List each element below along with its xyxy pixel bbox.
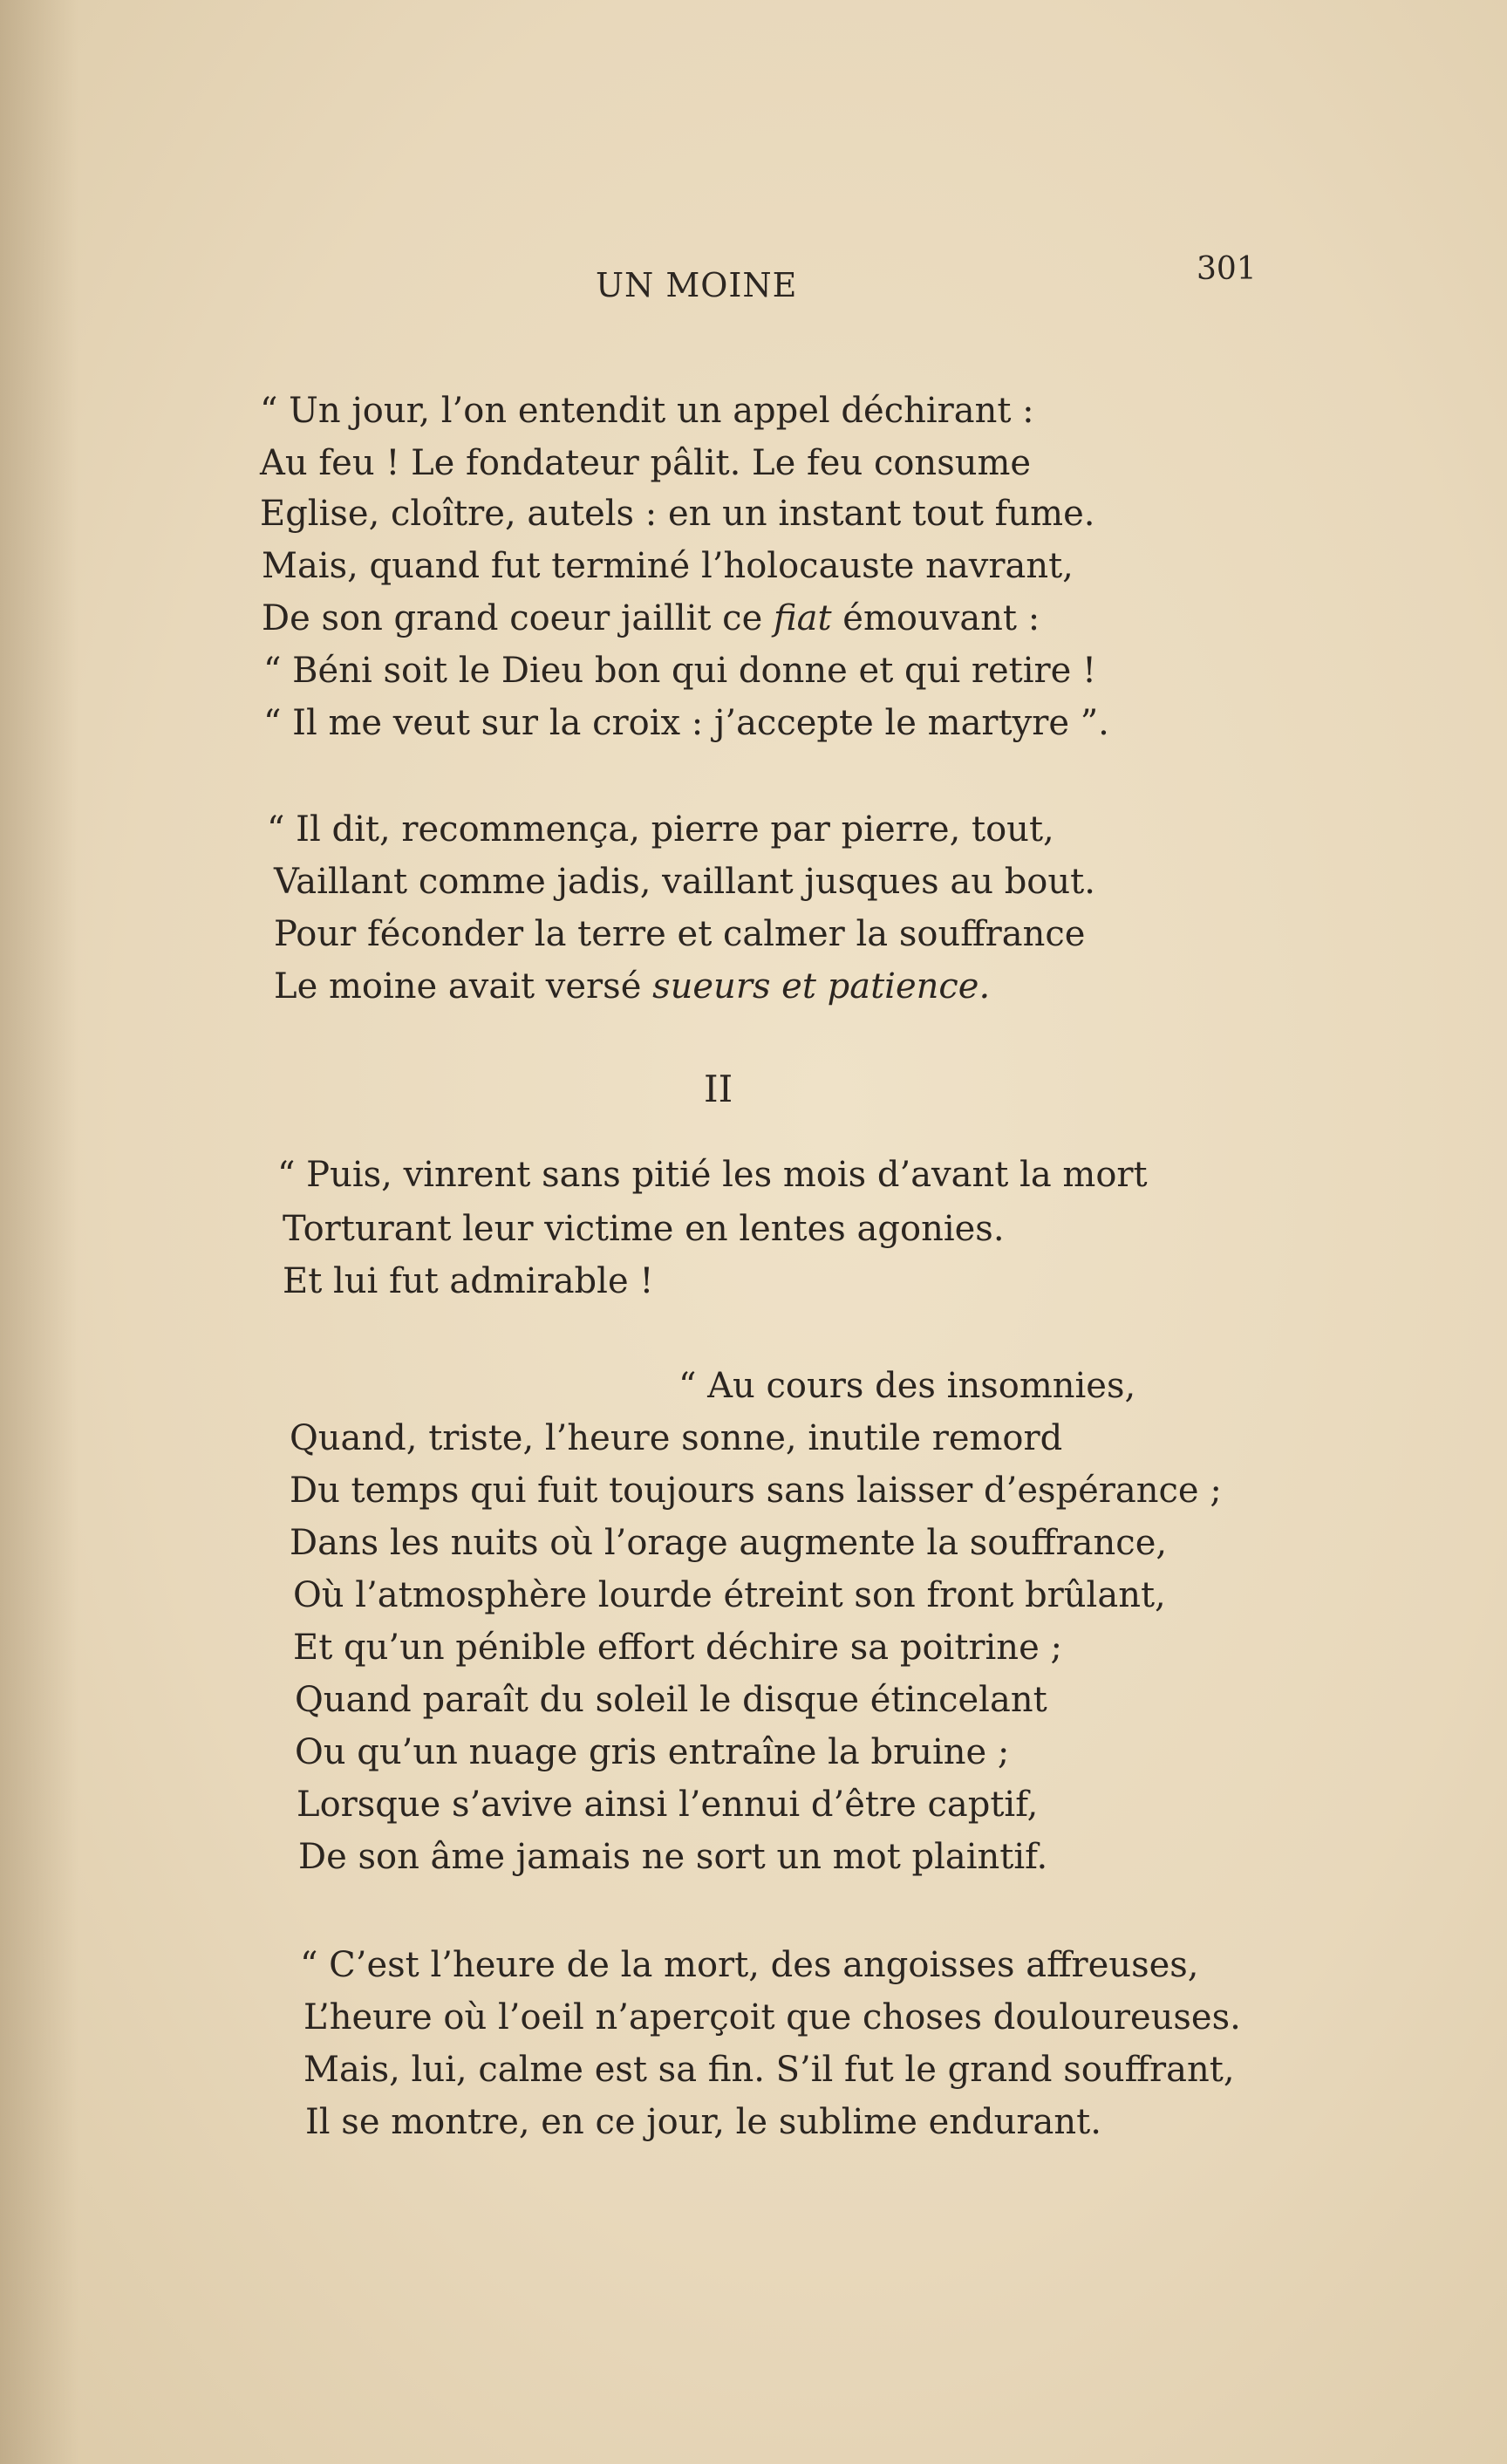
verse-line: Et lui fut admirable ! (283, 1261, 654, 1301)
verse-line: Du temps qui fuit toujours sans laisser d’espérance ; (290, 1471, 1222, 1511)
verse-line-text: émouvant : (831, 598, 1040, 638)
verse-line: “ Il me veut sur la croix : j’accepte le martyre ”. (263, 703, 1109, 743)
verse-line (262, 598, 1040, 638)
verse-line: Ou qu’un nuage gris entraîne la bruine ; (295, 1732, 1010, 1772)
verse-line: L’heure où l’oeil n’aperçoit que choses douloureuses. (303, 1997, 1241, 2037)
verse-line: Dans les nuits où l’orage augmente la souffrance, (290, 1523, 1168, 1563)
running-title: UN MOINE (596, 266, 798, 304)
verse-line: “ Béni soit le Dieu bon qui donne et qui retire ! (263, 651, 1097, 691)
verse-line: Quand, triste, l’heure sonne, inutile remord (290, 1418, 1063, 1458)
verse-line: Mais, lui, calme est sa fin. S’il fut le grand souffrant, (303, 2050, 1235, 2090)
verse-line: Et qu’un pénible effort déchire sa poitrine ; (293, 1628, 1062, 1668)
verse-line: Au feu ! Le fondateur pâlit. Le feu consume (260, 443, 1032, 483)
gutter-shadow (0, 0, 78, 2464)
verse-line: “ Il dit, recommença, pierre par pierre, tout, (267, 809, 1054, 850)
verse-line: Quand paraît du soleil le disque étincelant (295, 1680, 1047, 1720)
verse-line (274, 966, 990, 1007)
verse-line: “ Un jour, l’on entendit un appel déchirant : (260, 391, 1034, 431)
verse-line: “ C’est l’heure de la mort, des angoisses affreuses, (300, 1945, 1199, 1985)
verse-line: Mais, quand fut terminé l’holocauste navrant, (262, 546, 1074, 586)
section-numeral: II (704, 1068, 733, 1110)
verse-line: Lorsque s’avive ainsi l’ennui d’être captif, (297, 1785, 1039, 1825)
verse-line: Torturant leur victime en lentes agonies. (283, 1209, 1005, 1249)
verse-line: “ Puis, vinrent sans pitié les mois d’avant la mort (277, 1155, 1148, 1195)
verse-line-text: Le moine avait versé (274, 966, 653, 1007)
page-number: 301 (1197, 251, 1257, 287)
verse-line: De son âme jamais ne sort un mot plaintif. (298, 1837, 1048, 1877)
verse-line: Eglise, cloître, autels : en un instant tout fume. (260, 494, 1095, 534)
verse-line: Vaillant comme jadis, vaillant jusques au bout. (274, 862, 1095, 902)
italic-word: fiat (773, 598, 832, 638)
verse-line: Où l’atmosphère lourde étreint son front brûlant, (293, 1575, 1166, 1615)
verse-line: Il se montre, en ce jour, le sublime endurant. (305, 2102, 1101, 2142)
italic-phrase: sueurs et patience. (652, 966, 991, 1007)
verse-line: Pour féconder la terre et calmer la souffrance (274, 914, 1086, 954)
verse-line-text: De son grand coeur jaillit ce (262, 598, 774, 638)
verse-line: “ Au cours des insomnies, (678, 1366, 1136, 1406)
